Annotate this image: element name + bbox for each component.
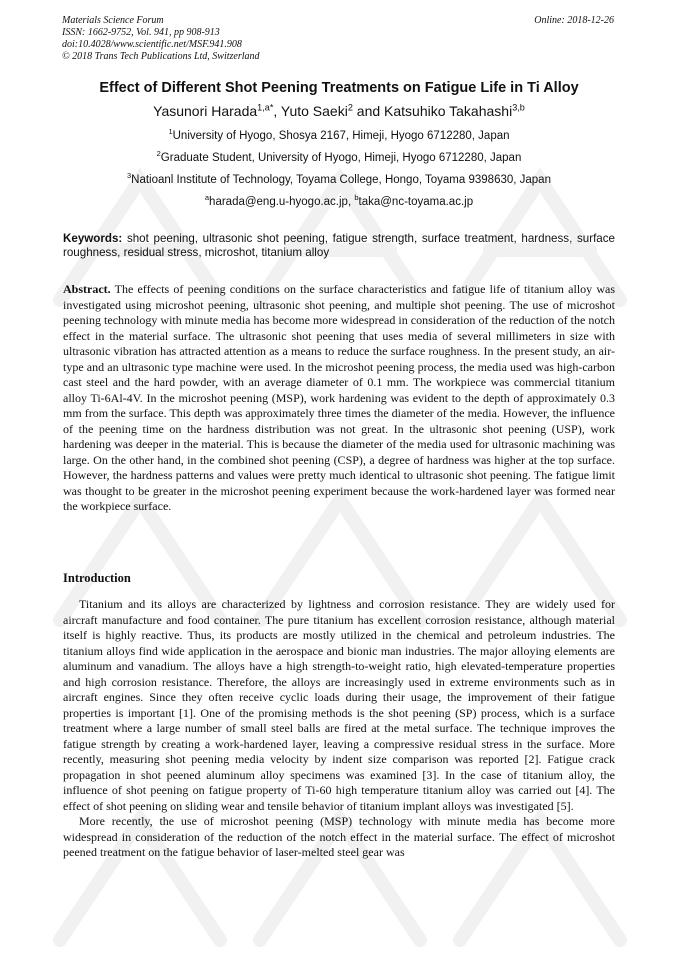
author-list	[40, 103, 638, 119]
affiliation-1: $^1$University of Hyogo, Shosya 2167, Himeji, Hyogo 6712280, Japan	[168, 127, 510, 142]
author-1: Yasunori Harada$^{1,a*}$,	[153, 102, 281, 119]
affiliation-2: $^2$Graduate Student, University of Hyogo, Himeji, Hyogo 6712280, Japan	[156, 149, 522, 164]
abstract-label: Abstract.	[63, 282, 111, 296]
issn-line: ISSN: 1662-9752, Vol. 941, pp 908-913	[62, 27, 220, 38]
email-a[interactable]: harada@eng.u-hyogo.ac.jp	[209, 196, 348, 208]
paper-title: Effect of Different Shot Peening Treatments on Fatigue Life in Ti Alloy	[99, 80, 579, 96]
journal-name: Materials Science Forum	[62, 15, 164, 26]
author-3: Katsuhiko Takahashi$^{3,b}$	[384, 102, 525, 119]
online-date: Online: 2018-12-26	[534, 15, 614, 26]
journal-header	[62, 15, 260, 63]
keywords-label: Keywords:	[63, 232, 123, 245]
doi-line: doi:10.4028/www.scientific.net/MSF.941.908	[62, 39, 242, 50]
abstract	[63, 282, 615, 515]
email-b[interactable]: taka@nc-toyama.ac.jp	[358, 196, 474, 208]
email-line: $^a$harada@eng.u-hyogo.ac.jp, $^b$taka@nc-toyama.ac.jp	[204, 193, 474, 208]
abstract-text: The effects of peening conditions on the surface characteristics and fatigue life of titanium alloy was investigated using microshot peening, ultrasonic shot peening, and multiple shot peening. The use of microshot peening technology with minute media has become more widespread in consideration of the reduction of the notch effect in the material surface. The ultrasonic shot peening that uses media of several millimeters in size with ultrasonic vibration has attracted attention as a means to reduce the surface roughness. In the present study, an air-type and an ultrasonic type machine were used. In the microshot peening process, the media used was high-carbon cast steel and the hard powder, with an average diameter of 0.1 mm. The workpiece was commercial titanium alloy Ti-6Al-4V. In the microshot peening (MSP), work hardening was evident to the depth of approximately 0.3 mm from the surface. This depth was approximately three times the diameter of the media. However, the influence of the peening time on the hardness distribution was not great. In the ultrasonic shot peening (USP), work hardening was deeper in the material. This is because the diameter of the media used for ultrasonic machining was large. On the other hand, in the combined shot peening (CSP), a degree of hardness was higher at the top surface. However, the hardness patterns and values were pretty much identical to ultrasonic shot peening. The fatigue limit was thought to be greater in the microshot peening experiment because the work-hardened layer was formed near the workpiece surface.	[63, 282, 615, 513]
section-heading-introduction: Introduction	[63, 571, 131, 585]
keywords-text: shot peening, ultrasonic shot peening, fatigue strength, surface treatment, hardness, surface roughness, residual stress, microshot, titanium alloy	[63, 232, 615, 259]
introduction-body	[63, 597, 615, 861]
copyright-line: © 2018 Trans Tech Publications Ltd, Switzerland	[62, 51, 260, 62]
keywords	[63, 232, 615, 260]
intro-paragraph-2: More recently, the use of microshot peening (MSP) technology with minute media has become more widespread in consideration of the reduction of the notch effect in the material surface. The effect of microshot peened treatment on the fatigue behavior of laser-melted steel gear was	[63, 814, 615, 859]
affiliation-3: $^3$Natioanl Institute of Technology, Toyama College, Hongo, Toyama 9398630, Japan	[127, 171, 551, 186]
intro-paragraph-1: Titanium and its alloys are characterized by lightness and corrosion resistance. They are widely used for aircraft manufacture and food container. The pure titanium has excellent corrosion resistance, although material itself is highly reactive. Thus, its products are mostly utilized in the chemical and petroleum industries. The titanium alloys find wide application in the aerospace and bionic man industries. The major alloying elements are aluminum and vanadium. The alloys have a high strength-to-weight ratio, high elevated-temperature properties and high corrosion resistance. Therefore, the alloys are increasingly used in extreme environments such as in aircraft engines. Since they often receive cyclic loads during their usage, the improvement of their fatigue properties is important [1]. One of the promising methods is the shot peening (SP) process, which is a surface treatment where a large number of small steel balls are fired at the metal surface. The technique improves the fatigue strength by creating a work-hardened layer, leaving a compressive residual stress in the surface. More recently, measuring shot peening media velocity by indent size comparison was reported [2]. Fatigue crack propagation in shot peened aluminum alloy specimens was examined [3]. In the case of titanium alloy, the influence of shot peening on fatigue property of Ti-60 high temperature titanium alloy was carried out [4]. The effect of shot peening on sliding wear and tensile behavior of titanium implant alloys was investigated [5].	[63, 597, 615, 813]
author-2: Yuto Saeki$^2$ and	[280, 102, 385, 119]
